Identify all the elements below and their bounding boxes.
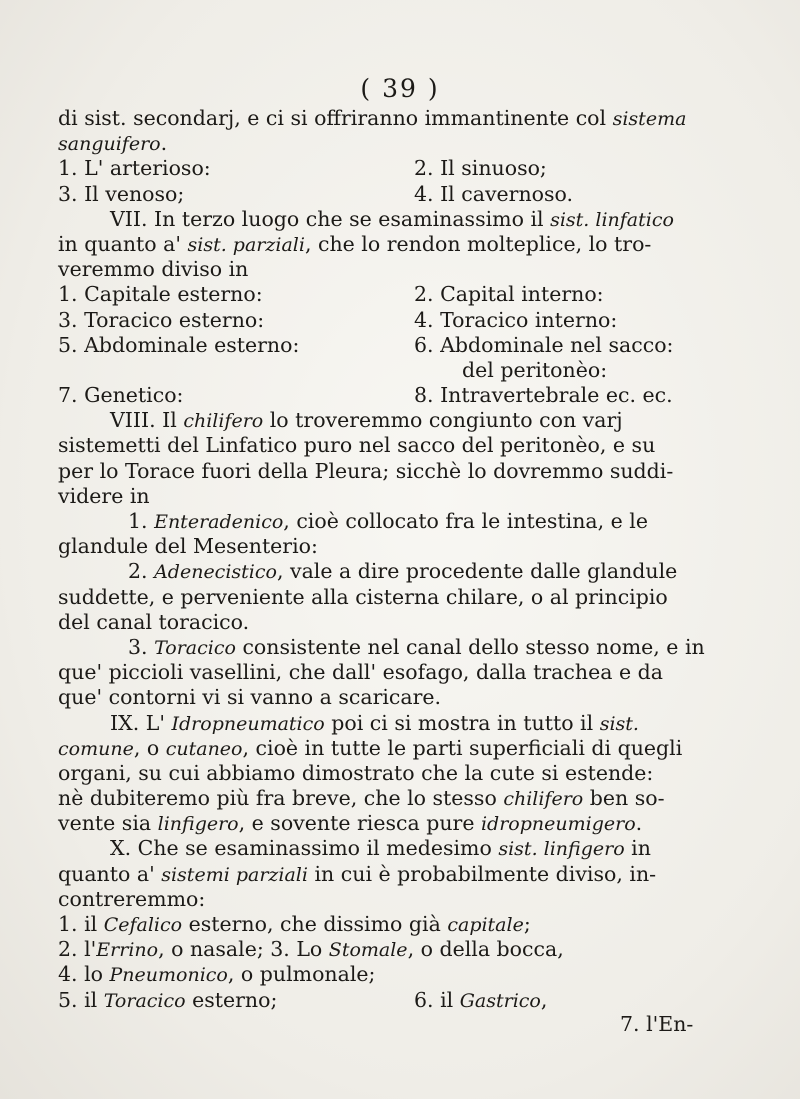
italic-term: sist. <box>599 712 639 735</box>
text-line <box>58 358 758 383</box>
italic-term: Idropneumatico <box>171 712 325 735</box>
text-line <box>58 509 758 534</box>
text-run: 1. <box>128 509 155 533</box>
text-line <box>58 257 758 282</box>
text-run: , o nasale; 3. Lo <box>158 937 329 962</box>
list-row <box>58 308 758 333</box>
text-line <box>58 459 758 484</box>
body-text <box>58 106 758 1013</box>
italic-term: Errino <box>96 939 159 962</box>
text-run: IX. L' <box>110 710 172 735</box>
text-line <box>58 106 758 131</box>
text-run: lo troveremmo congiunto con varj <box>263 408 623 433</box>
list-row <box>58 333 758 358</box>
text-run: ; <box>523 912 531 936</box>
text-run: glandule del Mesenterio: <box>58 534 318 559</box>
italic-term: idropneumigero <box>480 813 636 836</box>
text-run: ben so- <box>583 786 665 811</box>
italic-term: comune <box>58 737 134 760</box>
text-run: in <box>624 836 651 861</box>
text-run: del canal toracico. <box>58 609 250 634</box>
text-line <box>58 610 758 635</box>
text-run: 4. lo <box>58 962 110 987</box>
text-run: , o della bocca, <box>407 937 564 962</box>
text-run: veremmo diviso in <box>58 257 249 282</box>
list-item: 4. Toracico interno: <box>414 307 618 332</box>
text-run: videre in <box>58 483 150 508</box>
italic-term: Enteradenico <box>154 511 284 533</box>
list-row <box>58 383 758 408</box>
text-run: , che lo rendon molteplice, lo tro- <box>304 231 652 256</box>
list-item: 5. il Toracico esterno; <box>58 987 278 1012</box>
text-run: in quanto a' <box>58 231 188 256</box>
italic-term: Cefalico <box>103 914 183 936</box>
list-item: 1. Capitale esterno: <box>58 282 263 307</box>
text-line <box>58 433 758 458</box>
list-item: 7. Genetico: <box>58 383 184 408</box>
text-run: esterno, che dissimo già <box>182 912 448 936</box>
text-run: organi, su cui abbiamo dimostrato che la cute si estende: <box>58 760 654 785</box>
text-run: . <box>635 811 643 836</box>
text-line <box>58 207 758 232</box>
text-run: , o pulmonale; <box>227 962 376 987</box>
list-row <box>58 282 758 307</box>
text-run: que' contorni vi si vanno a scaricare. <box>58 685 442 710</box>
list-row <box>58 156 758 181</box>
text-run: , e ci si offriranno immantinente col <box>234 106 613 130</box>
catchword: 7. l'En- <box>620 1012 694 1036</box>
list-item: 6. Abdominale nel sacco: <box>414 332 674 357</box>
italic-term: capitale <box>447 914 524 936</box>
text-run: poi ci si mostra in tutto il <box>324 710 600 735</box>
text-line <box>58 232 758 257</box>
text-run: X. Che se esaminassimo il medesimo <box>110 836 499 861</box>
italic-term: chilifero <box>183 410 264 433</box>
italic-term: Adenecistico <box>154 561 277 584</box>
text-line <box>58 862 758 887</box>
italic-term: sistema <box>612 108 687 130</box>
text-line <box>58 585 758 610</box>
text-run: , e sovente riesca pure <box>238 811 481 836</box>
text-run: consistente nel canal dello stesso nome, e in <box>235 634 705 659</box>
text-run: in cui è probabilmente diviso, in- <box>307 861 657 886</box>
list-row <box>58 182 758 207</box>
text-run: per lo Torace fuori della Pleura; sicchè lo dovremmo suddi- <box>58 458 674 483</box>
text-run: quanto a' <box>58 861 162 886</box>
text-run: contreremmo: <box>58 886 206 911</box>
italic-term: chilifero <box>503 788 584 811</box>
list-item: 2. Il sinuoso; <box>414 156 547 181</box>
text-run: del peritonèo: <box>462 357 608 382</box>
italic-term: sanguifero <box>58 133 161 156</box>
italic-term: Pneumonico <box>109 964 228 987</box>
text-run: vente sia <box>58 811 158 836</box>
list-item: 5. Abdominale esterno: <box>58 332 300 357</box>
italic-term: Stomale <box>328 939 408 962</box>
text-line <box>58 635 758 660</box>
text-line <box>58 408 758 433</box>
text-run: sistemetti del Linfatico puro nel sacco del peritonèo, e su <box>58 433 656 458</box>
text-run: VIII. Il <box>110 408 184 433</box>
text-run: , cioè in tutte le parti superficiali di quegli <box>242 735 683 760</box>
text-line <box>58 962 758 987</box>
list-item: 6. il Gastrico, <box>414 987 548 1012</box>
text-run: , cioè collocato fra le intestina, e le <box>283 509 648 533</box>
italic-term: Gastrico <box>459 989 541 1012</box>
text-run: 3. <box>128 634 155 659</box>
text-run: VII. In terzo luogo che se esaminassimo il <box>110 206 551 231</box>
text-run: di <box>58 106 85 130</box>
text-run: que' piccioli vasellini, che dall' esofago, dalla trachea e da <box>58 660 663 685</box>
text-line <box>58 736 758 761</box>
text-run: 1. il <box>58 912 104 936</box>
text-run: , vale a dire procedente dalle glandule <box>276 559 678 584</box>
text-run: 2. <box>128 559 155 584</box>
list-item: 8. Intravertebrale ec. ec. <box>414 383 673 408</box>
text-line <box>58 131 758 156</box>
list-item: 4. Il cavernoso. <box>414 181 574 206</box>
text-line <box>58 660 758 685</box>
italic-term: sist. parziali <box>187 233 305 256</box>
text-line <box>58 559 758 584</box>
text-run: nè dubiteremo più fra breve, che lo stesso <box>58 786 504 811</box>
text-line <box>58 836 758 861</box>
list-item: 2. Capital interno: <box>414 282 604 307</box>
text-line <box>58 484 758 509</box>
text-line <box>58 711 758 736</box>
list-item: 3. Il venoso; <box>58 181 185 206</box>
text-line <box>58 811 758 836</box>
text-line <box>58 534 758 559</box>
text-run: 2. l' <box>58 937 97 962</box>
text-run: suddette, e perveniente alla cisterna chilare, o al principio <box>58 584 668 609</box>
page-number: ( 39 ) <box>360 74 440 103</box>
text-run: . <box>160 131 168 156</box>
text-line <box>58 685 758 710</box>
list-item: 3. Toracico esterno: <box>58 307 265 332</box>
list-row <box>58 988 758 1013</box>
text-line <box>58 912 758 937</box>
text-run: sist. secondarj <box>84 106 235 130</box>
italic-term: cutaneo <box>165 737 243 760</box>
text-line <box>58 887 758 912</box>
italic-term: Toracico <box>154 636 236 659</box>
italic-term: linfigero <box>157 813 239 836</box>
list-item: 1. L' arterioso: <box>58 156 211 181</box>
text-run: , o <box>133 735 166 760</box>
italic-term: sistemi parziali <box>161 863 308 886</box>
text-line <box>58 786 758 811</box>
italic-term: Toracico <box>103 989 186 1012</box>
italic-term: sist. linfigero <box>498 838 625 861</box>
text-line <box>58 937 758 962</box>
text-line <box>58 761 758 786</box>
italic-term: sist. linfatico <box>550 208 674 231</box>
